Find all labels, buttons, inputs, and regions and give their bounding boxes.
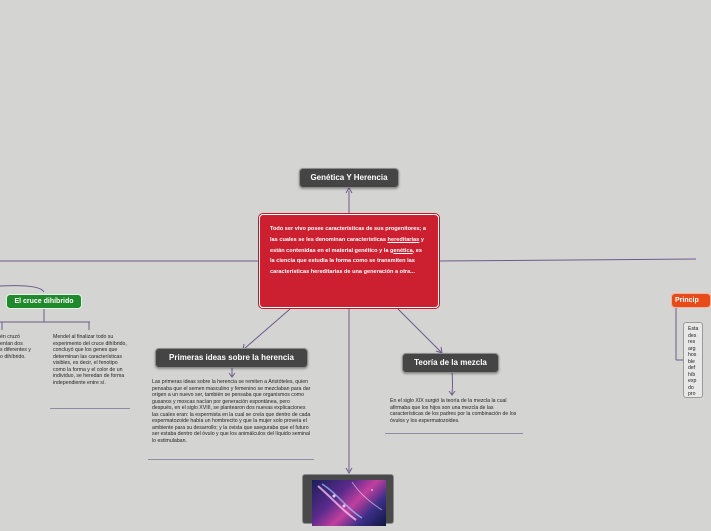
note-teoria-mezcla: En el siglo XIX surgió la teoría de la mezcla la cual afirmaba que los hijos son una mezcla de las características de los padres por la combinación de los óvulos y los espermatozoides. [390, 398, 517, 424]
link-mezcla-note [452, 372, 453, 394]
topic-primeras-ideas[interactable]: Primeras ideas sobre la herencia [155, 348, 308, 368]
dna-helix-icon [312, 480, 386, 526]
link-right-main [439, 259, 696, 261]
note-mendel: Mendel al finalizar todo su experimento del cruce dihíbrido, concluyó que los genes que determinan las características visibles, es decir, el fenotipo como la forma y el color de un individuo, se heredan de forma independiente entre sí. [53, 334, 127, 386]
topic-genetica-herencia[interactable]: Genética Y Herencia [299, 168, 399, 188]
central-topic[interactable] [259, 214, 439, 308]
note-mezcla-underline [385, 433, 523, 434]
image-node[interactable] [302, 474, 394, 524]
link-hereditarias[interactable]: hereditarias [387, 236, 420, 243]
topic-principios[interactable]: Princip [671, 293, 711, 308]
principios-note-box [683, 322, 703, 398]
note-principios: Esta des res arg hos ble def híb exp do pro [688, 326, 699, 397]
dna-image [312, 480, 386, 526]
central-text-3: , es la ciencia que estudia la forma como se transmiten las características hereditarias de una generación a otra... [270, 247, 423, 276]
link-primeras [244, 309, 290, 349]
note-primeras-ideas: Las primeras ideas sobre la herencia se remiten a Aristóteles, quien pensaba que el semen masculino y femenino se mezclaban para dar origen a un nuevo ser, también se pensaba que organismos como gusanos y moscas nacían por generación espontánea, pero después, en el siglo XVIII, se plantearon dos nuevas explicaciones las cuales eran: la espermista en la cual se creía que dentro de cada espermatozoide había un hombrecito y que la mujer solo proveía el ambiente para su desarrollo; y la ovista que aseguraba que el futuro ser estaba dentro del óvulo y que los animálculos del líquido seminal lo estimulaban. [152, 379, 311, 444]
link-mezcla [398, 309, 441, 352]
topic-teoria-mezcla[interactable]: Teoría de la mezcla [402, 353, 499, 373]
link-cruce [0, 286, 44, 292]
central-text-2: y están contenidas en el material genético y la [270, 236, 424, 254]
topic-cruce-dihibrido[interactable]: El cruce dihíbrido [6, 294, 82, 309]
note-primeras-underline [148, 459, 314, 460]
link-genetica[interactable]: genética [390, 247, 413, 254]
central-text-1: Todo ser vivo posee características de sus progenitores; a las cuales se les denominan características [270, 226, 426, 243]
note-cruce-left: én cruzó enían dos s diferentes y o dihíbrido. [0, 334, 31, 360]
note-mendel-underline [50, 408, 130, 409]
